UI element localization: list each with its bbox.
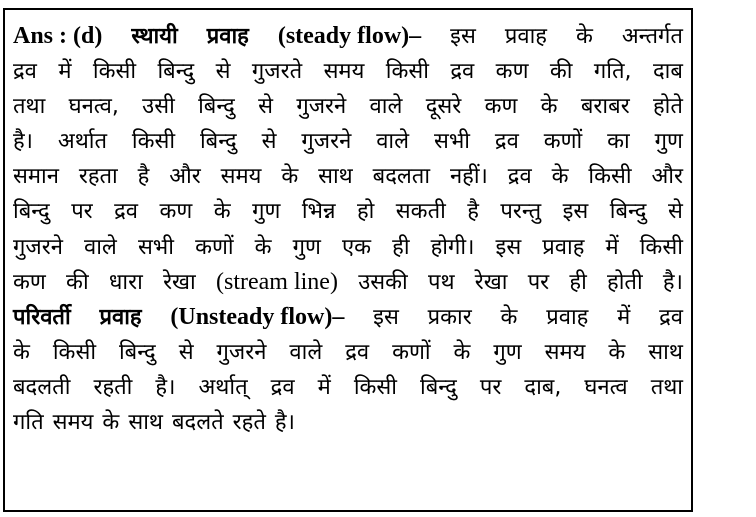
text-word: गुजरते	[251, 59, 303, 85]
text-word: से	[667, 199, 683, 225]
text-word: किसी	[639, 234, 683, 260]
text-word: साथ	[648, 339, 683, 365]
text-word: से	[261, 129, 277, 155]
text-word: वाले	[376, 129, 410, 155]
text-word: अन्तर्गत	[621, 24, 683, 49]
text-word: समय	[220, 164, 262, 190]
text-word: से	[178, 339, 194, 365]
text-word: द्रव	[345, 339, 370, 365]
text-word: के	[540, 94, 558, 120]
text-word: कण	[159, 199, 193, 225]
text-word: स्थायी	[131, 24, 178, 49]
text-word: साथ	[318, 164, 353, 190]
text-word: (Unsteady flow)–	[170, 303, 345, 330]
text-word: किसी	[131, 129, 176, 155]
text-word: घनत्व,	[68, 94, 119, 120]
text-word: है।	[13, 129, 34, 155]
text-word: Ans : (d)	[13, 23, 103, 49]
text-word: है।	[155, 374, 176, 400]
text-word: सभी	[433, 129, 470, 155]
text-word: बदलता	[372, 164, 431, 190]
text-word: और	[169, 164, 201, 190]
text-word: होती	[607, 269, 643, 295]
text-word: में	[317, 374, 331, 400]
text-word: किसी	[588, 164, 632, 190]
text-word: बिन्दु	[157, 59, 195, 85]
text-word: रहते	[232, 410, 266, 436]
text-word: समय	[52, 410, 94, 436]
text-word: गुजरने	[301, 129, 352, 155]
text-word: कण	[484, 94, 518, 120]
answer-text-box	[3, 8, 693, 512]
text-word: से	[215, 59, 231, 85]
text-word: गुजरने	[216, 339, 267, 365]
text-word: वाले	[369, 94, 403, 120]
text-word: के	[500, 304, 518, 330]
text-word: गुण	[292, 234, 321, 260]
text-word: है	[137, 164, 150, 190]
text-word: प्रवाह	[504, 24, 547, 49]
text-word: द्रव	[450, 59, 475, 85]
text-word: परिवर्ती	[13, 304, 71, 330]
text-line	[13, 89, 683, 124]
text-line	[13, 300, 683, 335]
text-word: से	[258, 94, 274, 120]
text-word: धारा	[108, 269, 143, 295]
text-word: पथ	[427, 269, 455, 295]
text-word: पर	[479, 374, 502, 400]
text-word: गति	[13, 410, 44, 436]
text-word: द्रव	[13, 59, 37, 85]
text-word: की	[549, 59, 573, 85]
text-word: है	[467, 199, 479, 225]
text-word: कणों	[543, 129, 583, 155]
text-line	[13, 124, 683, 159]
text-word: हो	[356, 199, 375, 225]
text-word: कणों	[195, 234, 234, 260]
text-word: प्रवाह	[99, 304, 142, 330]
text-word: तथा	[650, 374, 683, 400]
text-word: इस	[495, 234, 522, 260]
text-word: के	[13, 339, 30, 365]
text-word: (stream line)	[216, 268, 338, 295]
text-line	[13, 19, 683, 54]
text-word: का	[607, 129, 630, 155]
text-word: दाब,	[524, 374, 562, 400]
text-word: (steady flow)–	[277, 23, 422, 49]
text-word: ही	[392, 234, 410, 260]
answer-body	[13, 19, 683, 440]
text-word: प्रवाह	[542, 234, 585, 260]
text-word: गुजरने	[296, 94, 347, 120]
text-word: रहती	[93, 374, 133, 400]
text-word: नहीं।	[449, 164, 488, 190]
text-word: इस	[373, 304, 399, 330]
text-word: प्रवाह	[206, 24, 249, 49]
text-word: में	[605, 234, 619, 260]
text-word: के	[551, 164, 569, 190]
text-word: रहता	[78, 164, 118, 190]
text-word: अर्थात्	[198, 374, 248, 400]
text-word: के	[453, 339, 471, 365]
text-word: किसी	[92, 59, 137, 85]
text-word: कण	[495, 59, 529, 85]
text-word: बिन्दु	[199, 129, 237, 155]
text-word: परन्तु	[500, 199, 542, 225]
text-word: के	[254, 234, 272, 260]
text-word: तथा	[13, 94, 46, 120]
text-word: द्रव	[659, 304, 683, 330]
text-word: गति,	[593, 59, 632, 85]
text-word: वाले	[289, 339, 323, 365]
text-word: इस	[562, 199, 589, 225]
text-word: भिन्न	[301, 199, 336, 225]
text-word: किसी	[52, 339, 97, 365]
text-line	[13, 405, 683, 440]
text-line	[13, 370, 683, 405]
text-line	[13, 230, 683, 265]
text-word: बदलते	[171, 410, 224, 436]
text-word: के	[102, 410, 120, 436]
text-word: दाब	[652, 59, 683, 85]
text-word: द्रव	[507, 164, 532, 190]
text-line	[13, 54, 683, 89]
text-word: ही	[569, 269, 587, 295]
text-word: के	[281, 164, 299, 190]
text-word: समय	[323, 59, 365, 85]
text-word: उसी	[142, 94, 175, 120]
text-word: वाले	[84, 234, 117, 260]
text-word: पर	[527, 269, 550, 295]
text-word: इस	[450, 24, 476, 49]
text-word: गुण	[493, 339, 522, 365]
text-word: किसी	[353, 374, 397, 400]
text-line	[13, 194, 683, 229]
text-word: बिन्दु	[13, 199, 50, 225]
text-word: गुजरने	[13, 234, 63, 260]
text-word: बराबर	[580, 94, 630, 120]
text-word: की	[66, 269, 89, 295]
text-word: सकती	[395, 199, 446, 225]
text-word: घनत्व	[584, 374, 628, 400]
text-word: बिन्दु	[118, 339, 156, 365]
text-word: और	[651, 164, 683, 190]
text-word: के	[213, 199, 231, 225]
text-word: एक	[342, 234, 372, 260]
text-word: कणों	[392, 339, 431, 365]
text-line	[13, 335, 683, 370]
text-word: समान	[13, 164, 59, 190]
text-word: द्रव	[114, 199, 139, 225]
text-word: होते	[653, 94, 683, 120]
text-word: है।	[662, 269, 683, 295]
text-word: उसकी	[358, 269, 408, 295]
text-word: बिन्दु	[609, 199, 647, 225]
text-word: गुण	[654, 129, 683, 155]
text-word: साथ	[128, 410, 163, 436]
text-word: कण	[13, 269, 46, 295]
text-word: में	[617, 304, 631, 330]
text-word: बदलती	[13, 374, 71, 400]
text-word: द्रव	[494, 129, 519, 155]
text-word: होगी।	[430, 234, 475, 260]
text-word: सभी	[137, 234, 174, 260]
text-line	[13, 265, 683, 300]
text-word: किसी	[385, 59, 429, 85]
text-word: दूसरे	[425, 94, 462, 120]
text-word: में	[58, 59, 72, 85]
text-line	[13, 159, 683, 194]
text-word: रेखा	[474, 269, 508, 295]
text-word: बिन्दु	[420, 374, 457, 400]
text-word: के	[575, 24, 593, 49]
text-word: गुण	[252, 199, 281, 225]
text-word: प्रवाह	[546, 304, 589, 330]
text-word: द्रव	[270, 374, 295, 400]
text-word: प्रकार	[427, 304, 472, 330]
text-word: है।	[274, 410, 295, 436]
text-word: अर्थात	[57, 129, 108, 155]
text-word: पर	[71, 199, 93, 225]
text-word: के	[608, 339, 626, 365]
text-word: रेखा	[163, 269, 196, 295]
text-word: समय	[544, 339, 586, 365]
text-word: बिन्दु	[198, 94, 235, 120]
